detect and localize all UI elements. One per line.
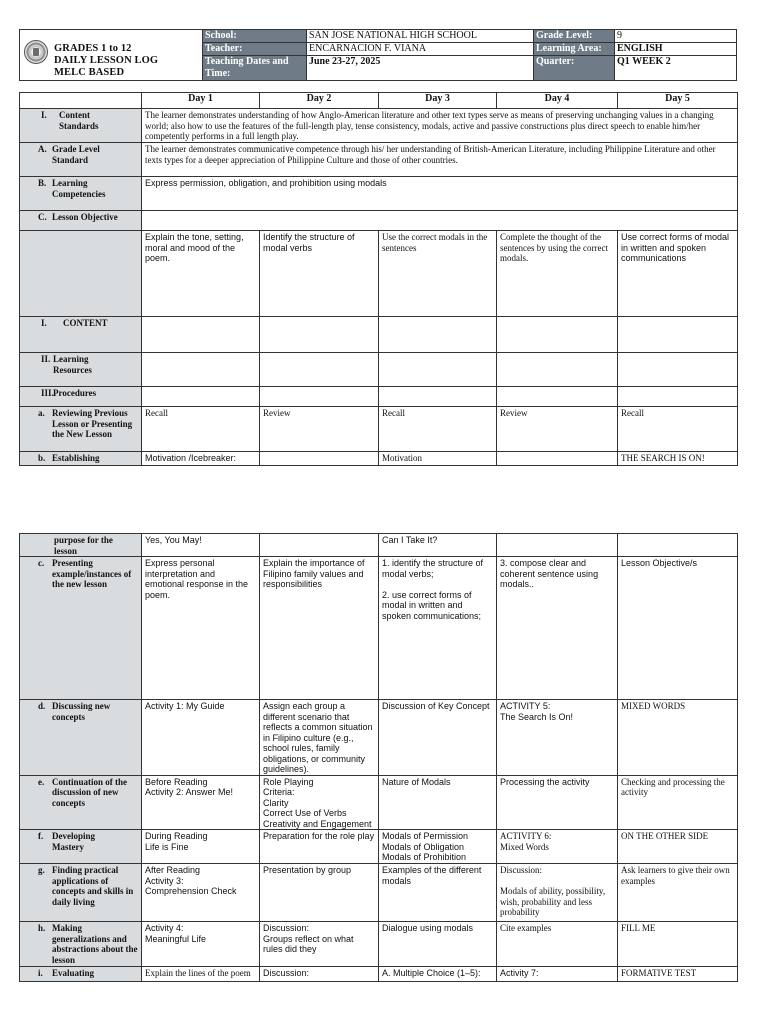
- reviewing-day1: Recall: [142, 407, 260, 452]
- row-number: a.: [38, 408, 45, 418]
- row-label-text: Learning Competencies: [52, 178, 106, 199]
- table-row: [20, 211, 738, 231]
- discussing-day4-line: The Search Is On!: [500, 711, 574, 722]
- row-label-text: Lesson Objective: [52, 212, 118, 222]
- table-row: [20, 317, 738, 353]
- row-label-establishing: [20, 452, 142, 466]
- row-label-evaluating: [20, 967, 142, 982]
- evaluating-day2: Discussion:: [260, 967, 379, 982]
- discussing-day2: Assign each group a different scenario that reflects a common situation in Filipino culture (e.g., school rules, family obligations, or community guidelines).: [260, 700, 379, 776]
- lesson-plan-table-page2: [19, 533, 738, 982]
- making-day1: [142, 922, 260, 967]
- row-label-text: Developing Mastery: [52, 831, 96, 852]
- content-day5: [618, 317, 738, 353]
- row-label-text: Evaluating: [52, 968, 95, 978]
- row-label-grade-level-standard: [20, 143, 142, 177]
- making-day5: FILL ME: [618, 922, 738, 967]
- header-title-cell: [20, 30, 203, 80]
- presenting-day3: [379, 557, 497, 700]
- day-header: Day 1: [142, 93, 260, 109]
- developing-day2: Preparation for the role play: [260, 830, 379, 864]
- presenting-day2: Explain the importance of Filipino family values and responsibilities: [260, 557, 379, 700]
- teacher-label: Teacher:: [203, 43, 307, 56]
- making-day3: Dialogue using modals: [379, 922, 497, 967]
- table-row: [20, 534, 738, 557]
- row-label-learning-competencies: [20, 177, 142, 211]
- row-number: d.: [38, 701, 46, 711]
- finding-day5: Ask learners to give their own examples: [618, 864, 738, 922]
- objectives-label-blank: [20, 231, 142, 317]
- row-label-procedures: [20, 387, 142, 407]
- row-label-purpose: purpose for the lesson: [20, 534, 142, 557]
- row-label-lesson-objective: [20, 211, 142, 231]
- developing-day5: ON THE OTHER SIDE: [618, 830, 738, 864]
- continuation-day1-line: Activity 2: Answer Me!: [145, 787, 234, 797]
- continuation-day3: Nature of Modals: [379, 775, 497, 830]
- row-label-text: Presenting example/instances of the new lesson: [52, 558, 132, 589]
- row-number: f.: [38, 831, 44, 841]
- reviewing-day2: Review: [260, 407, 379, 452]
- reviewing-day4: Review: [497, 407, 618, 452]
- school-label: School:: [203, 30, 307, 43]
- table-header-row: [20, 93, 738, 109]
- table-row: [20, 775, 738, 830]
- row-number: I.: [41, 318, 47, 328]
- objective-day1: Explain the tone, setting, moral and mood of the poem.: [142, 231, 260, 317]
- content-day1: [142, 317, 260, 353]
- continuation-day5: Checking and processing the activity: [618, 775, 738, 830]
- discussing-day3: Discussion of Key Concept: [379, 700, 497, 776]
- making-day2-line: Discussion:: [263, 923, 310, 933]
- learning-area-value: ENGLISH: [615, 43, 736, 56]
- making-day2: [260, 922, 379, 967]
- table-row: [20, 109, 738, 143]
- dates-label: Teaching Dates and Time:: [203, 56, 307, 80]
- lesson-objective-blank: [142, 211, 738, 231]
- row-label-text: Procedures: [53, 388, 97, 398]
- developing-day4: [497, 830, 618, 864]
- quarter-label: Quarter:: [534, 56, 615, 80]
- row-number: II.: [41, 354, 51, 364]
- continuation-day4: Processing the activity: [497, 775, 618, 830]
- row-label-text: Discussing new concepts: [52, 701, 111, 722]
- objective-day5: Use correct forms of modal in written and spoken communications: [618, 231, 738, 317]
- finding-day4: [497, 864, 618, 922]
- reviewing-day3: Recall: [379, 407, 497, 452]
- table-row: [20, 864, 738, 922]
- finding-day4-line: Discussion:: [500, 865, 543, 875]
- presenting-day1: Express personal interpretation and emotional response in the poem.: [142, 557, 260, 700]
- row-number: b.: [38, 453, 46, 463]
- content-day4: [497, 317, 618, 353]
- making-day1-line: Activity 4:: [145, 923, 184, 933]
- learning-area-label: Learning Area:: [534, 43, 615, 56]
- row-label-content: [20, 317, 142, 353]
- establishing-day4: [497, 452, 618, 466]
- grade-level-value: 9: [615, 30, 736, 43]
- row-label-text: Reviewing Previous Lesson or Presenting the New Lesson: [52, 408, 133, 439]
- discussing-day4: [497, 700, 618, 776]
- row-label-text: Continuation of the discussion of new concepts: [52, 776, 128, 808]
- continuation-day2-line: Criteria:: [263, 787, 295, 797]
- row-label-presenting: [20, 557, 142, 700]
- procedures-day2: [260, 387, 379, 407]
- row-label-reviewing: [20, 407, 142, 452]
- row-label-discussing: [20, 700, 142, 776]
- table-row: [20, 407, 738, 452]
- row-label-text: Learning Resources: [53, 354, 92, 375]
- developing-day3-line: Modals of Prohibition: [382, 852, 467, 862]
- developing-day4-line: ACTIVITY 6:: [500, 831, 552, 841]
- table-row: [20, 452, 738, 466]
- evaluating-day1: Explain the lines of the poem: [142, 967, 260, 982]
- learning-competencies-text: Express permission, obligation, and prohibition using modals: [142, 177, 738, 211]
- evaluating-day3: A. Multiple Choice (1–5):: [379, 967, 497, 982]
- resources-day5: [618, 353, 738, 387]
- row-label-making: [20, 922, 142, 967]
- school-value: SAN JOSE NATIONAL HIGH SCHOOL: [307, 30, 534, 43]
- purpose-day5: [618, 534, 738, 557]
- table-row: [20, 353, 738, 387]
- developing-day1-line: During Reading: [145, 831, 208, 841]
- table-row: [20, 231, 738, 317]
- row-number: g.: [38, 865, 45, 875]
- making-day1-line: Meaningful Life: [145, 933, 207, 944]
- presenting-day3-line: 2. use correct forms of modal in written and spoken communications;: [382, 589, 482, 621]
- row-label-text: Grade Level Standard: [52, 144, 100, 165]
- quarter-value: Q1 WEEK 2: [615, 56, 736, 80]
- continuation-day1: [142, 775, 260, 830]
- row-number: h.: [38, 923, 46, 933]
- developing-day3: [379, 830, 497, 864]
- resources-day4: [497, 353, 618, 387]
- lesson-log-header: [19, 29, 737, 81]
- purpose-day2: [260, 534, 379, 557]
- row-number: e.: [38, 776, 45, 787]
- content-day2: [260, 317, 379, 353]
- table-row: [20, 177, 738, 211]
- purpose-day3: Can I Take It?: [379, 534, 497, 557]
- day-header: Day 3: [379, 93, 497, 109]
- day-header: Day 2: [260, 93, 379, 109]
- finding-day2: Presentation by group: [260, 864, 379, 922]
- row-label-finding: [20, 864, 142, 922]
- row-label-developing: [20, 830, 142, 864]
- making-day4: Cite examples: [497, 922, 618, 967]
- row-number: B.: [38, 178, 47, 188]
- finding-day4-line: [500, 876, 614, 887]
- row-label-text: Finding practical applications of concepts and skills in daily living: [52, 865, 134, 907]
- continuation-day2-line: Role Playing: [263, 776, 314, 787]
- developing-day1-line: Life is Fine: [145, 841, 189, 852]
- row-number: A.: [38, 144, 47, 154]
- continuation-day2-line: Correct Use of Verbs: [263, 808, 347, 818]
- content-day3: [379, 317, 497, 353]
- evaluating-day5: FORMATIVE TEST: [618, 967, 738, 982]
- finding-day4-line: Modals of ability, possibility, wish, probability and less probability: [500, 886, 606, 917]
- table-row: [20, 143, 738, 177]
- purpose-day4: [497, 534, 618, 557]
- grade-level-label: Grade Level:: [534, 30, 615, 43]
- finding-day1-line: Activity 3:: [145, 875, 184, 886]
- resources-day2: [260, 353, 379, 387]
- row-number: I.: [41, 110, 47, 120]
- procedures-day5: [618, 387, 738, 407]
- row-label-content-standards: [20, 109, 142, 143]
- procedures-day1: [142, 387, 260, 407]
- finding-day1-line: Comprehension Check: [145, 886, 237, 896]
- continuation-day1-line: Before Reading: [145, 776, 208, 787]
- developing-day1: [142, 830, 260, 864]
- developing-day3-line: Modals of Permission: [382, 831, 469, 841]
- table-row: [20, 557, 738, 700]
- deped-seal-icon: [24, 40, 48, 64]
- teacher-value: ENCARNACION F. VIANA: [307, 43, 534, 56]
- lesson-plan-table-page1: [19, 92, 738, 466]
- title-line: GRADES 1 to 12: [54, 43, 132, 54]
- row-number: C.: [38, 212, 47, 222]
- finding-day1-line: After Reading: [145, 865, 201, 875]
- procedures-day3: [379, 387, 497, 407]
- discussing-day4-line: ACTIVITY 5:: [500, 701, 551, 711]
- evaluating-day4: Activity 7:: [497, 967, 618, 982]
- discussing-day1: Activity 1: My Guide: [142, 700, 260, 776]
- dates-value: June 23-27, 2025: [307, 56, 534, 80]
- row-label-text: Content Standards: [59, 110, 99, 131]
- procedures-day4: [497, 387, 618, 407]
- table-row: [20, 922, 738, 967]
- establishing-day1: Motivation /Icebreaker:: [142, 452, 260, 466]
- row-label-text: Establishing: [52, 453, 100, 463]
- finding-day3: Examples of the different modals: [379, 864, 497, 922]
- objective-day4: Complete the thought of the sentences by using the correct modals.: [497, 231, 618, 317]
- presenting-day5: Lesson Objective/s: [618, 557, 738, 700]
- table-row: [20, 967, 738, 982]
- making-day2-line: Groups reflect on what rules did they: [263, 933, 354, 954]
- table-row: [20, 830, 738, 864]
- row-label-text: Making generalizations and abstractions about the lesson: [52, 923, 138, 965]
- developing-day4-line: Mixed Words: [500, 841, 549, 852]
- resources-day3: [379, 353, 497, 387]
- row-label-learning-resources: [20, 353, 142, 387]
- header-title: [54, 43, 158, 79]
- establishing-day2: [260, 452, 379, 466]
- developing-day3-line: Modals of Obligation: [382, 841, 465, 852]
- reviewing-day5: Recall: [618, 407, 738, 452]
- row-number: III.: [41, 388, 54, 398]
- purpose-day1: Yes, You May!: [142, 534, 260, 557]
- presenting-day3-line: [382, 579, 493, 590]
- row-number: i.: [38, 968, 43, 978]
- resources-day1: [142, 353, 260, 387]
- finding-day1: [142, 864, 260, 922]
- header-info-grid: [203, 30, 736, 80]
- grade-level-standard-text: The learner demonstrates communicative competence through his/ her understanding of British-American Literature, including Philippine Literature and other texts types for a deeper appreciation of Philippine Culture and those of other countries.: [142, 143, 738, 177]
- day-header: Day 4: [497, 93, 618, 109]
- corner-cell: [20, 93, 142, 109]
- presenting-day3-line: 1. identify the structure of modal verbs;: [382, 558, 484, 579]
- discussing-day5: MIXED WORDS: [618, 700, 738, 776]
- objective-day3: Use the correct modals in the sentences: [379, 231, 497, 317]
- row-label-text: CONTENT: [63, 318, 108, 328]
- day-header: Day 5: [618, 93, 738, 109]
- presenting-day4: 3. compose clear and coherent sentence using modals..: [497, 557, 618, 700]
- title-line: DAILY LESSON LOG: [54, 55, 159, 66]
- establishing-day3: Motivation: [379, 452, 497, 466]
- continuation-day2-line: Clarity: [263, 797, 289, 808]
- row-number: c.: [38, 558, 45, 568]
- continuation-day2: [260, 775, 379, 830]
- content-standards-text: The learner demonstrates understanding of how Anglo-American literature and other text types serve as means of preserving unchanging values in a changing world; also how to use the features of the full-length play, tense consistency, modals, active and passive constructions plus direct speech to enable him/her competently performs in a full length play.: [142, 109, 738, 143]
- objective-day2: Identify the structure of modal verbs: [260, 231, 379, 317]
- continuation-day2-line: Creativity and Engagement: [263, 818, 372, 829]
- title-line: MELC BASED: [54, 67, 125, 78]
- table-row: [20, 387, 738, 407]
- row-label-continuation: [20, 775, 142, 830]
- establishing-day5: THE SEARCH IS ON!: [618, 452, 738, 466]
- table-row: [20, 700, 738, 776]
